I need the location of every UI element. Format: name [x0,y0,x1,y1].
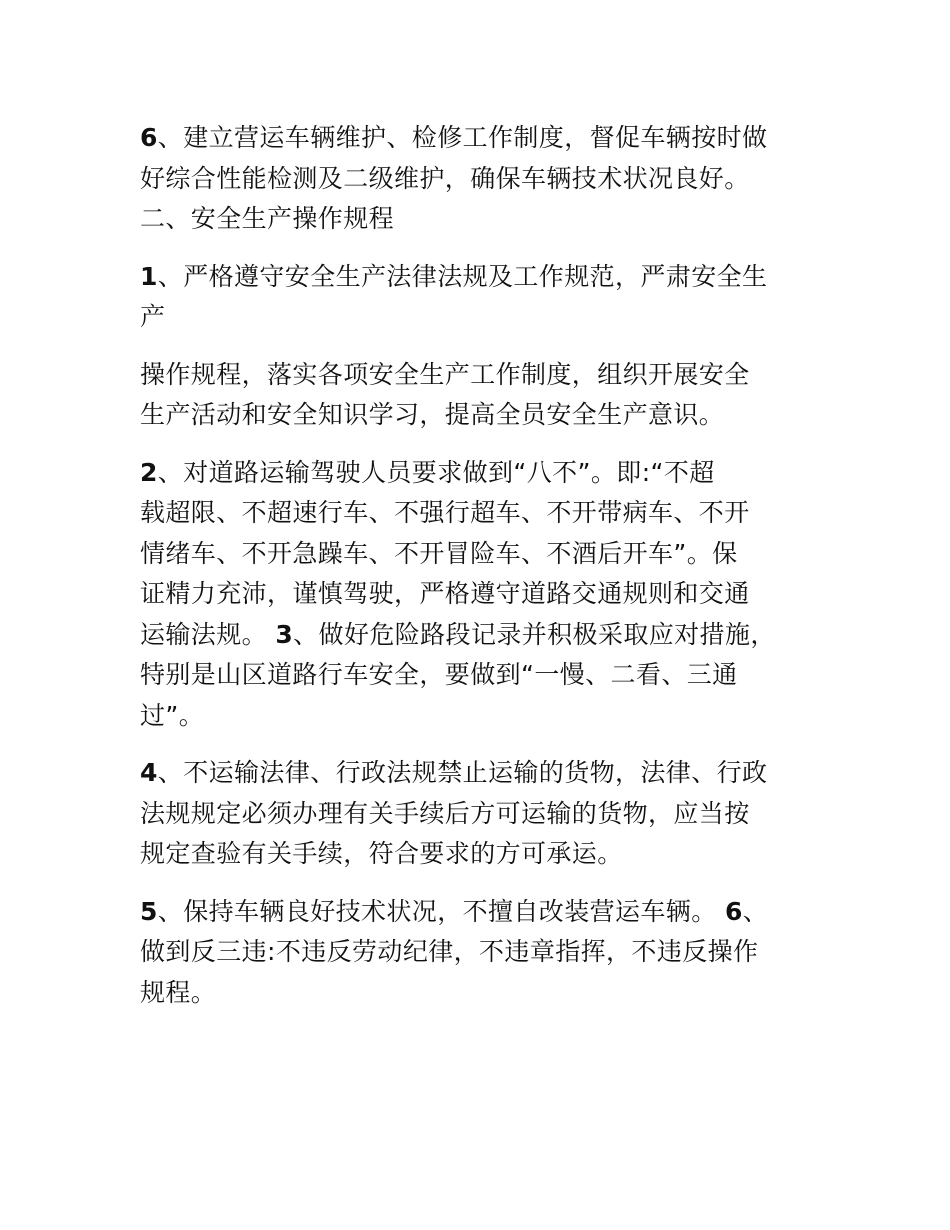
item-number: 5 [140,896,158,926]
section-heading-text: 二、安全生产操作规程 [140,204,395,233]
item-number: 3 [275,619,294,649]
paragraph-vehicle-condition [140,892,820,1014]
paragraph-text: 操作规程，落实各项安全生产工作制度，组织开展安全 生产活动和安全知识学习，提高全员安全生产意识。 [140,359,750,429]
paragraph-text: 、严格遵守安全生产法律法规及工作规范，严肃安全生 产 [140,261,768,331]
paragraph-driver-requirements [140,453,820,737]
item-number: 6 [140,123,158,152]
paragraph-text: 、不运输法律、行政法规禁止运输的货物，法律、行政 法规规定必须办理有关手续后方可运输的货物，应当按 规定查验有关手续，符合要求的方可承运。 [140,758,768,868]
section-heading [140,199,820,240]
paragraph-safety-law-continued [140,355,820,436]
paragraph-safety-law [140,257,820,338]
item-number: 4 [140,758,158,787]
paragraph-text: 、做好危险路段记录并积极采取应对措施， 特别是山区道路行车安全，要做到“一慢、二看、三通 过”。 [140,619,776,730]
paragraph-vehicle-maintenance [140,118,820,199]
document-page [140,118,820,1013]
paragraph-text: 、建立营运车辆维护、检修工作制度，督促车辆按时做 好综合性能检测及二级维护，确保车辆技术状况良好。 [140,123,768,193]
paragraph-prohibited-goods [140,753,820,875]
item-number: 1 [140,261,158,291]
paragraph-text: 、对道路运输驾驶人员要求做到“八不”。即:“不超 载超限、不超速行车、不强行超车、不开带病车、不开 情绪车、不开急躁车、不开冒险车、不酒后开车”。保 证精力充沛，谨慎驾驶，严格遵守道路交通规则和交通 运输法规。 [140,457,750,649]
item-number: 2 [140,457,158,487]
paragraph-text: 、 做到反三违:不违反劳动纪律，不违章指挥，不违反操作 规程。 [140,896,769,1007]
item-number: 6 [724,896,743,926]
paragraph-text: 、保持车辆良好技术状况，不擅自改装营运车辆。 [157,896,725,926]
